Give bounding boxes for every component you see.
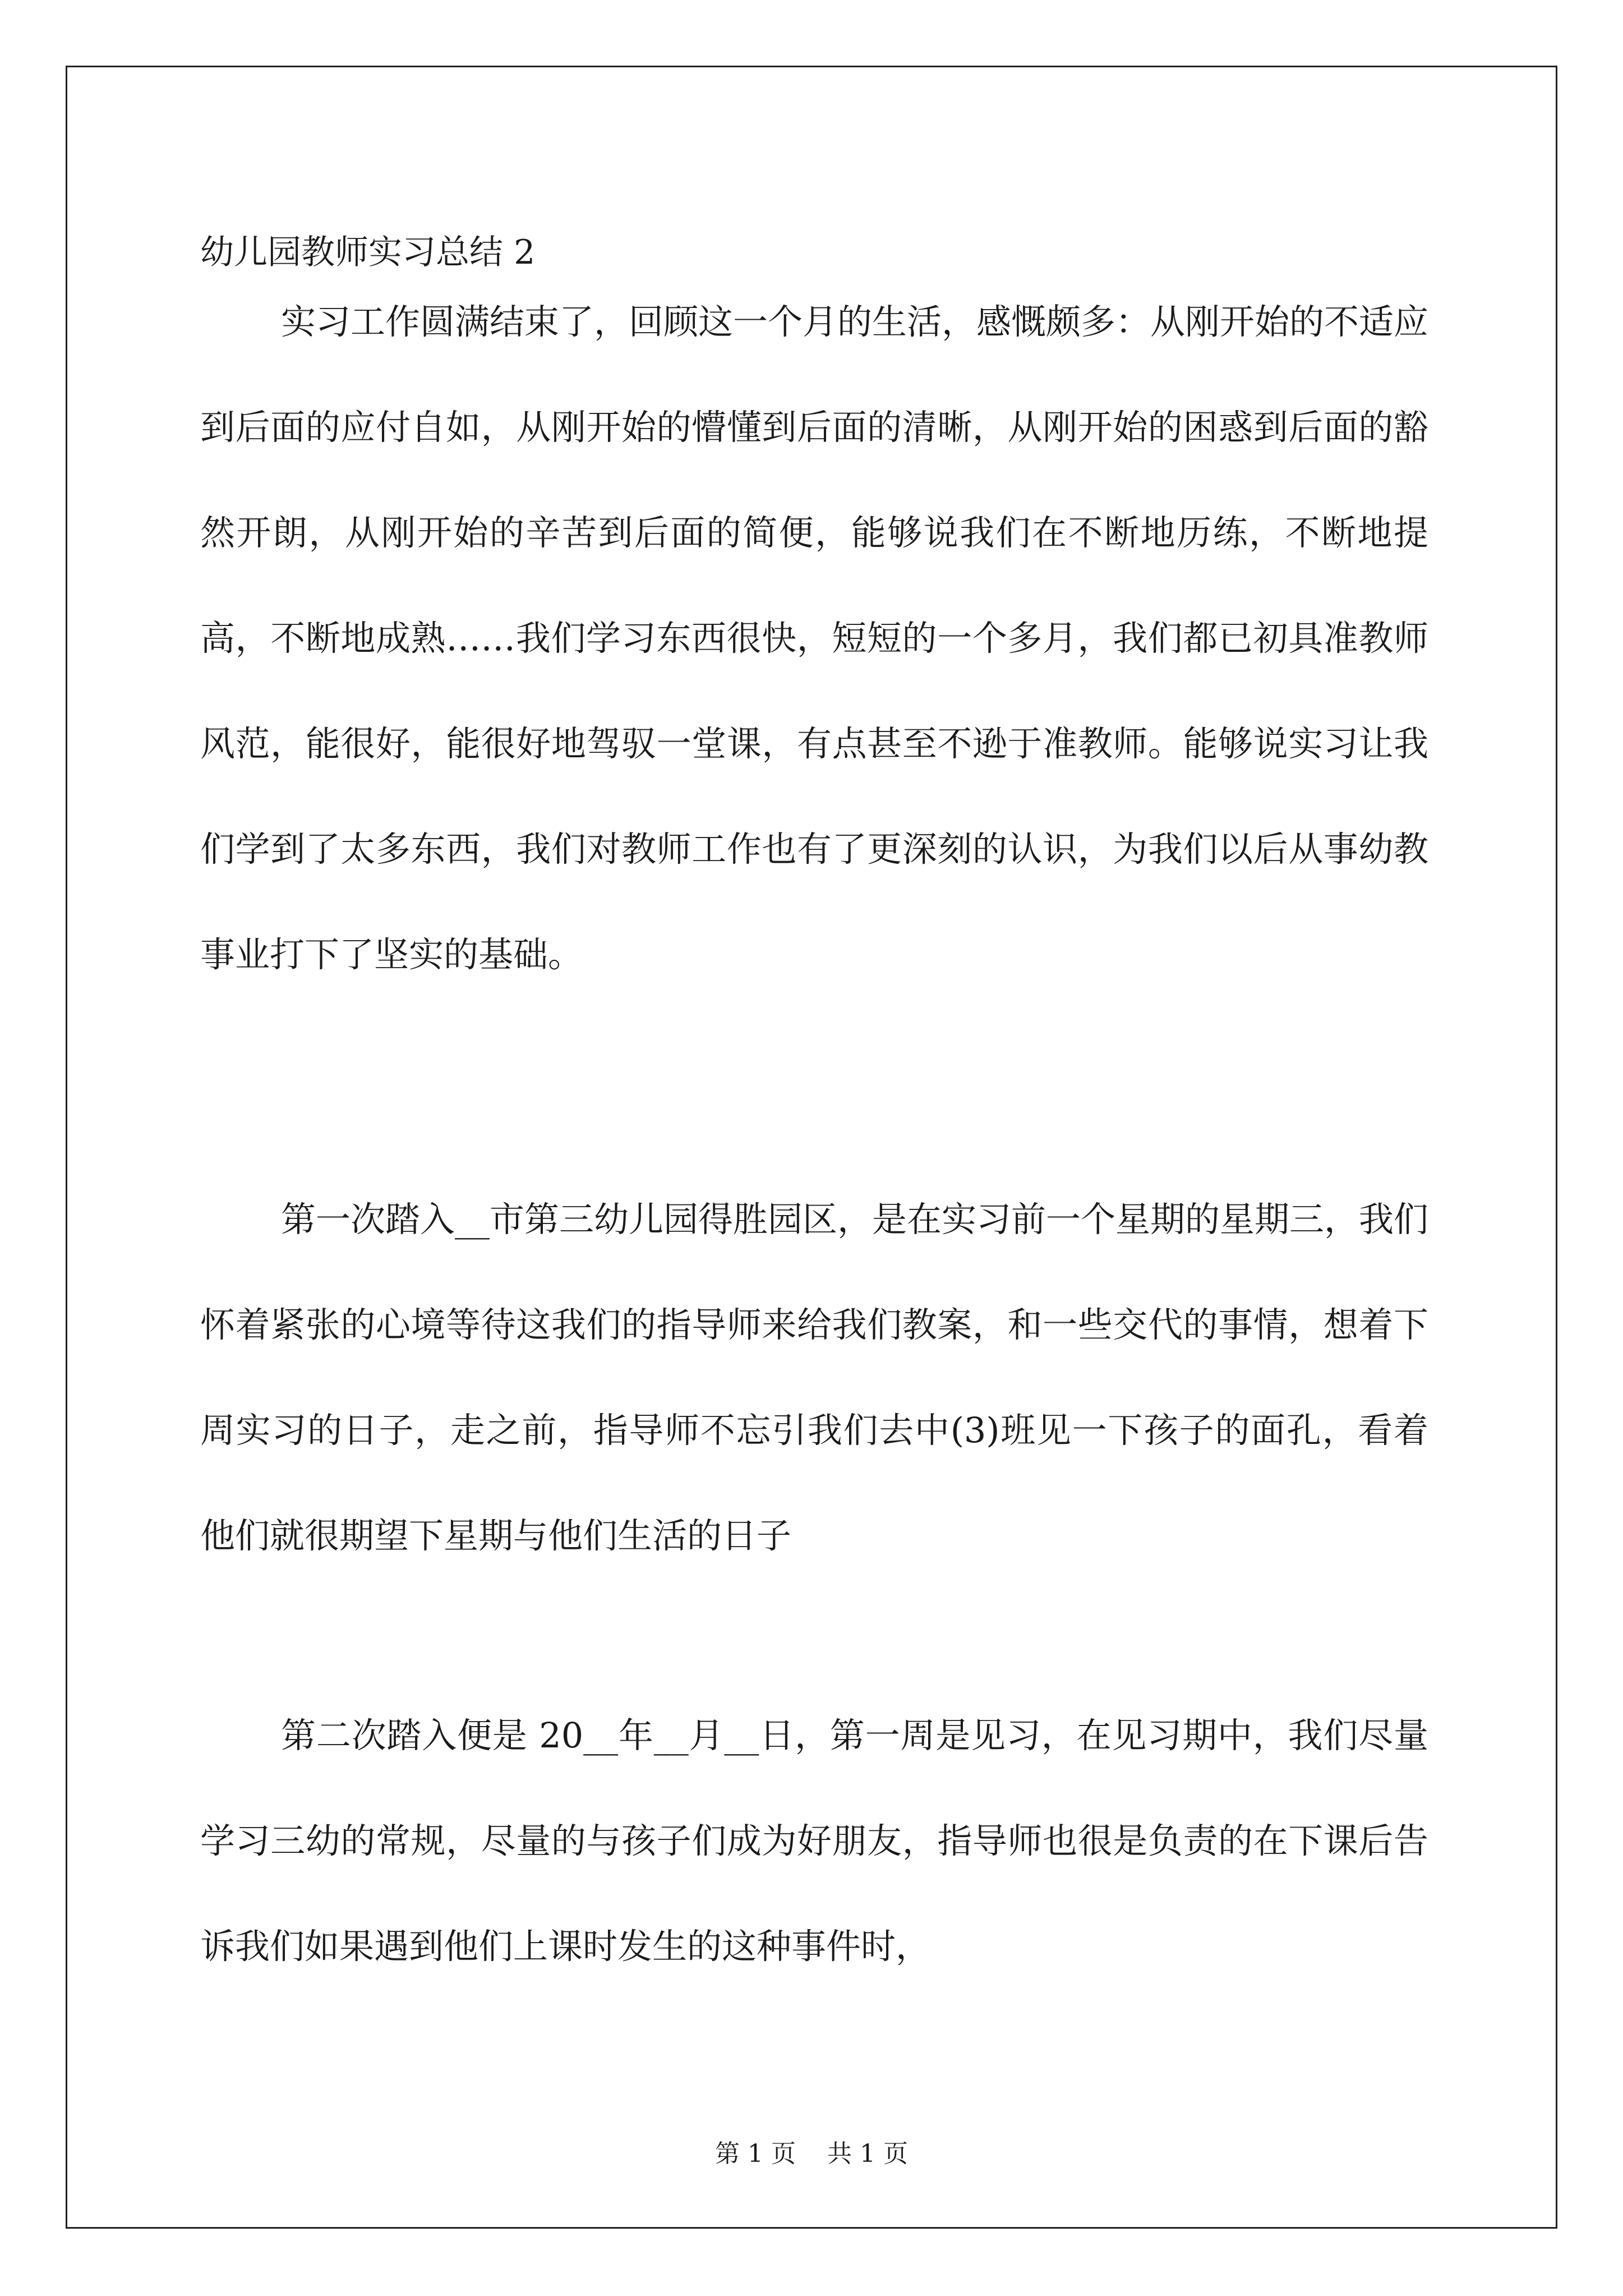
document-title: 幼儿园教师实习总结 2 — [200, 233, 536, 272]
page-footer — [0, 2137, 1623, 2171]
page-number-label: 第 1 页 — [715, 2139, 796, 2168]
paragraph-1: 实习工作圆满结束了，回顾这一个月的生活，感慨颇多：从刚开始的不适应到后面的应付自如，从刚开始的懵懂到后面的清晰，从刚开始的困惑到后面的豁然开朗，从刚开始的辛苦到后面的简便，能够说我们在不断地历练，不断地提高，不断地成熟……我们学习东西很快，短短的一个多月，我们都已初具准教师风范，能很好，能很好地驾驭一堂课，有点甚至不逊于准教师。能够说实习让我们学到了太多东西，我们对教师工作也有了更深刻的认识，为我们以后从事幼教事业打下了坚实的基础。 — [200, 301, 1429, 975]
page-total-label: 共 1 页 — [827, 2139, 908, 2168]
paragraph-3: 第二次踏入便是 20__年__月__日，第一周是见习，在见习期中，我们尽量学习三幼的常规，尽量的与孩子们成为好朋友，指导师也很是负责的在下课后告诉我们如果遇到他们上课时发生的这种事件时， — [200, 1715, 1428, 1967]
paragraph-2: 第一次踏入__市第三幼儿园得胜园区，是在实习前一个星期的星期三，我们怀着紧张的心境等待这我们的指导师来给我们教案，和一些交代的事情，想着下周实习的日子，走之前，指导师不忘引我们去中(3)班见一下孩子的面孔，看着他们就很期望下星期与他们生活的日子 — [200, 1199, 1429, 1556]
